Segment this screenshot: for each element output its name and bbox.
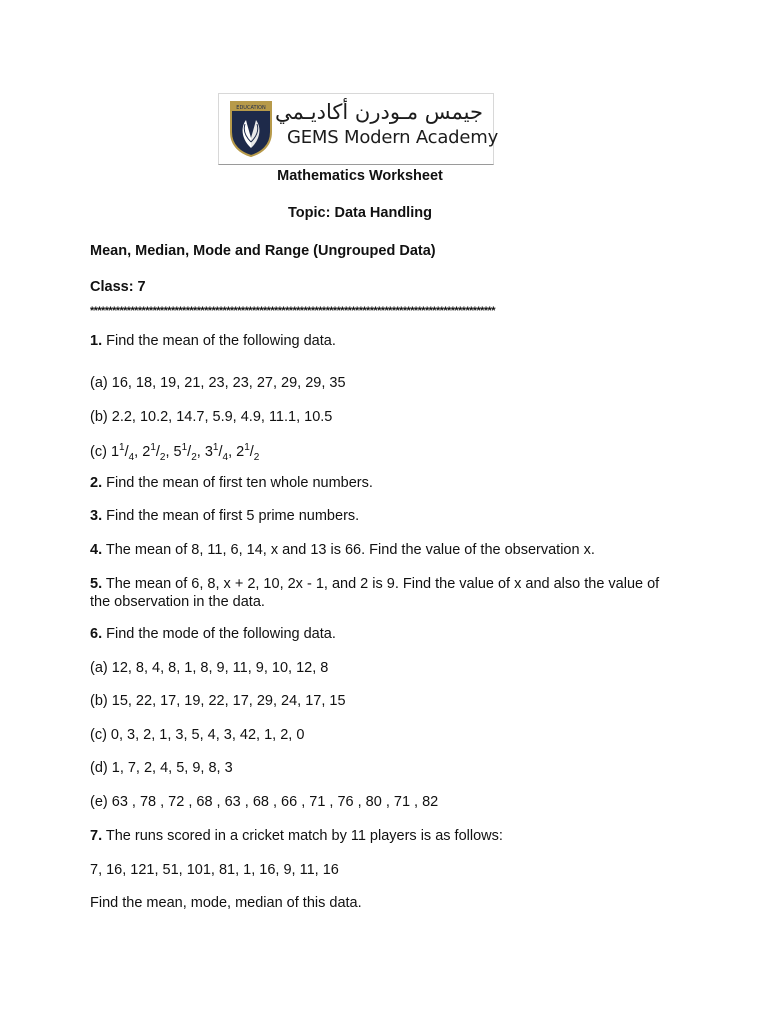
- question-6-part-a: (a) 12, 8, 4, 8, 1, 8, 9, 11, 9, 10, 12, 8: [90, 660, 329, 676]
- question-number: 2.: [90, 475, 103, 491]
- question-7-data: 7, 16, 121, 51, 101, 81, 1, 16, 9, 11, 16: [90, 862, 339, 878]
- question-text: Find the mean of the following data.: [102, 333, 336, 349]
- question-6-part-c: (c) 0, 3, 2, 1, 3, 5, 4, 3, 42, 1, 2, 0: [90, 727, 305, 743]
- question-text: The mean of 8, 11, 6, 14, x and 13 is 66. Find the value of the observation x.: [102, 542, 595, 558]
- question-1: [90, 333, 336, 349]
- crest-text: EDUCATION: [236, 105, 266, 111]
- mixed-fraction: $3^1/_4$,: [204, 442, 237, 463]
- question-text: The mean of 6, 8, x + 2, 10, 2x - 1, and 2 is 9. Find the value of x and also the value of the observation in the data.: [90, 576, 660, 610]
- question-3: [90, 508, 359, 524]
- worksheet-topic: Topic: Data Handling: [288, 205, 432, 221]
- class-label: Class: 7: [90, 279, 146, 295]
- question-1-part-c: [90, 442, 259, 463]
- question-text: Find the mean of first ten whole numbers.: [102, 475, 373, 491]
- question-6: [90, 626, 336, 642]
- mixed-fraction: $2^1/_2$,: [142, 442, 174, 463]
- mixed-fraction: $5^1/_2$,: [173, 442, 205, 463]
- question-1-part-b: (b) 2.2, 10.2, 14.7, 5.9, 4.9, 11.1, 10.5: [90, 409, 333, 425]
- question-1-part-a: (a) 16, 18, 19, 21, 23, 23, 27, 29, 29, 35: [90, 375, 346, 391]
- question-number: 1.: [90, 333, 103, 349]
- question-7: [90, 828, 503, 844]
- logo-arabic-name: جيمس مـودرن أكاديـمي: [275, 100, 483, 124]
- question-number: 6.: [90, 626, 103, 642]
- question-6-part-e: (e) 63 , 78 , 72 , 68 , 63 , 68 , 66 , 71 , 76 , 80 , 71 , 82: [90, 794, 439, 810]
- question-number: 5.: [90, 576, 103, 592]
- question-4: [90, 542, 595, 558]
- part-label: (c): [90, 443, 111, 460]
- question-number: 7.: [90, 828, 103, 844]
- question-text: Find the mean of first 5 prime numbers.: [102, 508, 360, 524]
- question-text: The runs scored in a cricket match by 11 players is as follows:: [102, 828, 503, 844]
- question-2: [90, 475, 373, 491]
- school-crest-icon: [228, 98, 274, 158]
- worksheet-subtopic: Mean, Median, Mode and Range (Ungrouped Data): [90, 243, 436, 259]
- worksheet-title: Mathematics Worksheet: [277, 168, 443, 184]
- question-6-part-d: (d) 1, 7, 2, 4, 5, 9, 8, 3: [90, 760, 233, 776]
- question-number: 4.: [90, 542, 103, 558]
- question-text: Find the mode of the following data.: [102, 626, 336, 642]
- mixed-fraction: $2^1/_2$: [236, 442, 260, 463]
- school-logo: [218, 93, 499, 165]
- question-number: 3.: [90, 508, 103, 524]
- mixed-fraction: $1^1/_4$,: [110, 442, 143, 463]
- question-7-ask: Find the mean, mode, median of this data.: [90, 895, 362, 911]
- question-5: [90, 575, 680, 611]
- separator-line: **************************************************************************************************************: [90, 305, 495, 317]
- question-6-part-b: (b) 15, 22, 17, 19, 22, 17, 29, 24, 17, 15: [90, 693, 346, 709]
- logo-english-name: GEMS Modern Academy: [287, 127, 499, 148]
